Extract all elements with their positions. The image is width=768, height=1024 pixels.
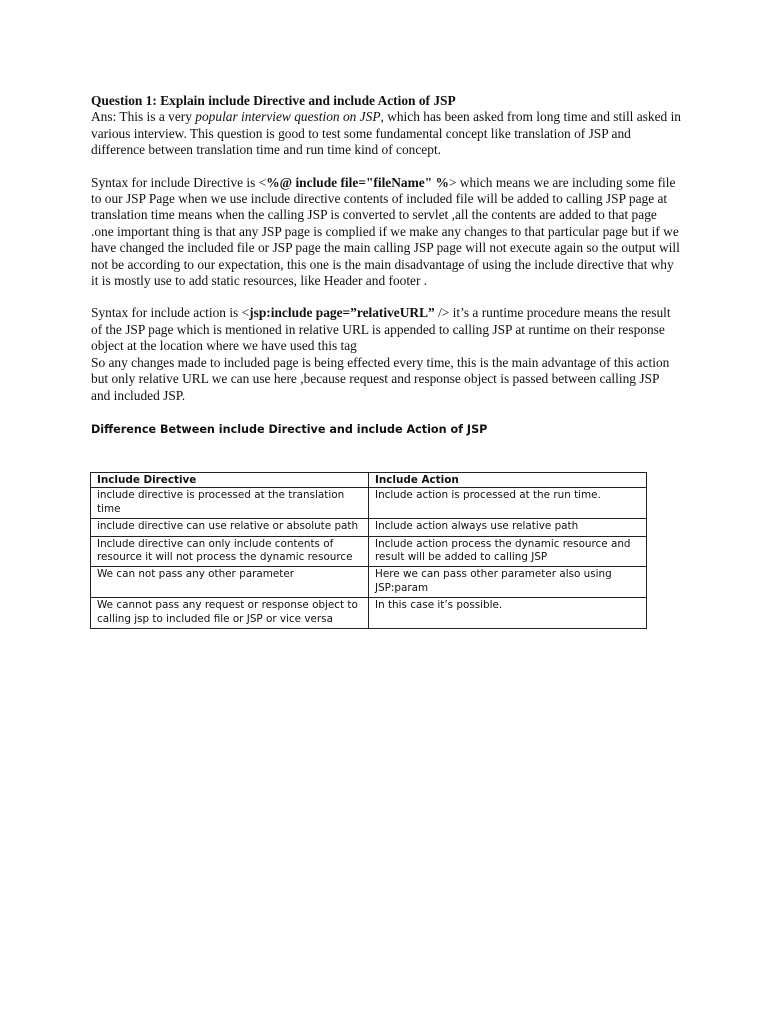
header-include-action: Include Action <box>369 473 647 488</box>
answer-paragraph <box>91 109 681 158</box>
table-cell: Here we can pass other parameter also using JSP:param <box>369 567 647 598</box>
action-paragraph-2: So any changes made to included page is being effected every time, this is the main advantage of this action but only relative URL we can use here ,because request and response object is passed between calling JSP and included JSP. <box>91 354 670 403</box>
table-row <box>91 567 647 598</box>
answer-label: Ans: <box>91 109 120 125</box>
table-row <box>91 519 647 536</box>
answer-text-italic: popular interview question on JSP <box>195 109 381 125</box>
directive-paragraph <box>91 175 681 290</box>
answer-text-pre: This is a very <box>119 109 196 125</box>
table-row <box>91 488 647 519</box>
table-header-row <box>91 473 647 488</box>
table-cell: include directive can use relative or absolute path <box>91 519 369 536</box>
question-title: Question 1: Explain include Directive and include Action of JSP <box>91 93 456 108</box>
action-text-post: /> it’s a runtime procedure means the result of the JSP page which is mentioned in relative URL is appended to calling JSP at runtime on their response object at the location where we have used this tag <box>91 305 671 354</box>
table-cell: Include action always use relative path <box>369 519 647 536</box>
section-heading: Difference Between include Directive and include Action of JSP <box>91 423 488 436</box>
directive-text-pre: Syntax for include Directive is < <box>91 174 267 190</box>
table-cell: We can not pass any other parameter <box>91 567 369 598</box>
action-text-pre: Syntax for include action is < <box>91 305 250 321</box>
table-cell: Include directive can only include contents of resource it will not process the dynamic resource <box>91 536 369 567</box>
comparison-table <box>90 472 647 629</box>
table-cell: Include action process the dynamic resource and result will be added to calling JSP <box>369 536 647 567</box>
answer-text-post: , which has been asked from long time and still asked in various interview. This question is good to test some fundamental concept like translation of JSP and difference between translation time and run time kind of concept. <box>91 109 681 158</box>
header-include-directive: Include Directive <box>91 473 369 488</box>
action-syntax: jsp:include page=”relativeURL” <box>249 305 435 321</box>
directive-text-post: > which means we are including some file to our JSP Page when we use include directive contents of included file will be added to calling JSP page at translation time means when the calling JSP is converted to servlet ,all the contents are added to that page .one important thing is that any JSP page is complied if we make any changes to that particular page but if we have changed the included file or JSP page the main calling JSP page will not execute again so the output will not be according to our expectation, this one is the main disadvantage of using the include directive that why it is mostly use to add static resources, like Header and footer . <box>91 174 680 289</box>
table-cell: In this case it’s possible. <box>369 598 647 629</box>
directive-syntax: %@ include file="fileName" % <box>266 174 449 190</box>
action-paragraph <box>91 305 681 354</box>
table-row <box>91 598 647 629</box>
document-body <box>91 93 681 404</box>
table-cell: include directive is processed at the translation time <box>91 488 369 519</box>
table-row <box>91 536 647 567</box>
table-cell: We cannot pass any request or response object to calling jsp to included file or JSP or vice versa <box>91 598 369 629</box>
table-cell: Include action is processed at the run time. <box>369 488 647 519</box>
